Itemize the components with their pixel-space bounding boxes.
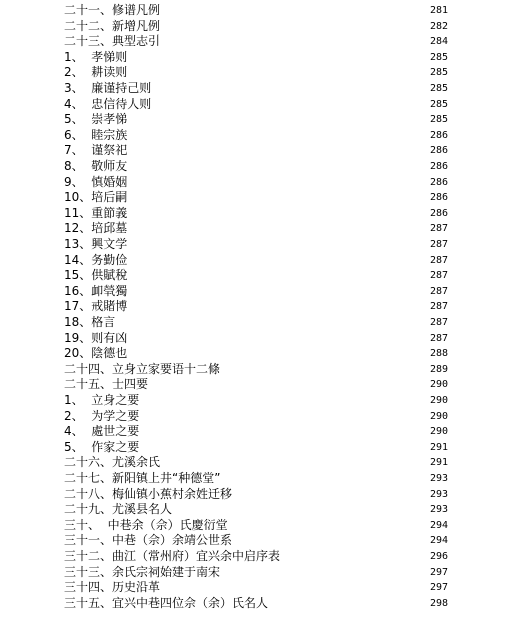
toc-entry-page: 290 — [430, 410, 449, 422]
toc-entry-title: 4、 忠信待人则 — [64, 96, 152, 111]
toc-entry[interactable] — [0, 518, 519, 534]
toc-entry[interactable] — [0, 596, 519, 612]
toc-entry[interactable] — [0, 175, 519, 191]
toc-entry-title: 2、 耕读则 — [64, 65, 128, 80]
toc-entry-title: 3、 廉谨持己则 — [64, 81, 152, 95]
toc-entry[interactable] — [0, 65, 519, 81]
toc-entry-title: 6、 睦宗族 — [64, 127, 128, 142]
toc-entry[interactable] — [0, 159, 519, 175]
toc-entry-page: 297 — [430, 566, 449, 578]
toc-entry[interactable] — [0, 284, 519, 300]
toc-entry-title: 12、培邱墓 — [64, 221, 128, 236]
toc-entry-title: 三十一、中巷（佘）余靖公世系 — [64, 533, 233, 548]
toc-entry-page: 290 — [430, 395, 449, 406]
toc-entry-page: 287 — [430, 285, 449, 297]
toc-entry-page: 293 — [430, 473, 449, 484]
toc-entry-page: 286 — [430, 161, 449, 172]
toc-entry[interactable] — [0, 190, 519, 206]
toc-entry-page: 286 — [430, 176, 449, 188]
toc-entry-title: 二十五、士四要 — [64, 377, 149, 392]
toc-entry[interactable] — [0, 3, 519, 19]
toc-entry-title: 5、 作家之要 — [64, 439, 140, 454]
toc-entry-page: 285 — [430, 51, 449, 63]
toc-entry-title: 二十九、尤溪县名人 — [64, 502, 173, 517]
toc-entry[interactable] — [0, 237, 519, 253]
toc-entry[interactable] — [0, 50, 519, 66]
toc-entry-page: 287 — [430, 332, 449, 344]
toc-entry-title: 二十三、典型志引 — [64, 34, 161, 49]
toc-entry-title: 13、興文学 — [64, 237, 128, 251]
toc-entry-title: 2、 为学之要 — [64, 408, 140, 423]
toc-entry-page: 296 — [430, 551, 449, 562]
toc-entry-page: 284 — [430, 36, 449, 48]
toc-entry[interactable] — [0, 533, 519, 549]
toc-entry-page: 286 — [430, 145, 449, 157]
toc-entry-title: 二十六、尤溪余氏 — [64, 455, 161, 470]
toc-entry-page: 282 — [430, 20, 449, 32]
toc-entry-page: 294 — [430, 535, 449, 547]
toc-entry[interactable] — [0, 487, 519, 503]
toc-entry-page: 285 — [430, 98, 449, 110]
toc-entry-page: 281 — [430, 5, 449, 16]
toc-entry-title: 16、卹煢獨 — [64, 283, 128, 298]
toc-entry[interactable] — [0, 253, 519, 269]
toc-entry-title: 14、务勤俭 — [64, 252, 128, 267]
toc-entry-page: 293 — [430, 504, 449, 516]
toc-entry-page: 285 — [430, 67, 449, 79]
toc-entry[interactable] — [0, 565, 519, 581]
toc-entry-page: 287 — [430, 239, 449, 250]
toc-entry-title: 三十三、余氏宗祠始建于南宋 — [64, 564, 221, 579]
toc-entry-page: 297 — [430, 582, 449, 594]
toc-entry-title: 20、陰德也 — [64, 346, 128, 361]
toc-entry-page: 291 — [430, 457, 449, 469]
toc-entry[interactable] — [0, 346, 519, 362]
toc-entry-title: 二十七、新阳镇上井“种德堂” — [64, 471, 221, 485]
toc-entry[interactable] — [0, 268, 519, 284]
toc-entry[interactable] — [0, 112, 519, 128]
toc-entry[interactable] — [0, 409, 519, 425]
toc-entry-title: 7、 谨祭祀 — [64, 143, 128, 158]
toc-entry[interactable] — [0, 19, 519, 35]
toc-entry-page: 287 — [430, 301, 449, 313]
toc-entry[interactable] — [0, 299, 519, 315]
toc-entry-title: 三十五、宜兴中巷四位佘（余）氏名人 — [64, 595, 269, 610]
toc-entry[interactable] — [0, 471, 519, 487]
toc-entry-title: 10、培后嗣 — [64, 190, 128, 205]
toc-entry-title: 15、供賦稅 — [64, 268, 128, 283]
toc-entry[interactable] — [0, 440, 519, 456]
toc-entry[interactable] — [0, 424, 519, 440]
toc-entry[interactable] — [0, 393, 519, 409]
toc-entry[interactable] — [0, 315, 519, 331]
toc-entry-title: 11、重節義 — [64, 205, 128, 220]
toc-entry-page: 290 — [430, 426, 449, 438]
toc-entry-page: 291 — [430, 441, 449, 453]
toc-entry-title: 二十二、新增凡例 — [64, 18, 161, 33]
toc-entry-page: 287 — [430, 317, 449, 328]
toc-entry[interactable] — [0, 97, 519, 113]
toc-entry-title: 三十四、历史沿革 — [64, 580, 161, 595]
toc-entry[interactable] — [0, 206, 519, 222]
toc-entry-title: 18、格言 — [64, 315, 116, 329]
toc-entry-title: 三十、 中巷余（佘）氏慶衍堂 — [64, 517, 228, 532]
toc-entry-title: 二十一、修谱凡例 — [64, 3, 161, 17]
toc-entry[interactable] — [0, 81, 519, 97]
toc-entry-title: 4、 處世之要 — [64, 424, 140, 439]
toc-entry[interactable] — [0, 580, 519, 596]
toc-entry[interactable] — [0, 549, 519, 565]
toc-entry-page: 298 — [430, 597, 449, 609]
toc-entry-page: 285 — [430, 83, 449, 94]
toc-entry-title: 9、 慎婚姻 — [64, 174, 128, 189]
toc-entry[interactable] — [0, 362, 519, 378]
toc-entry-title: 1、 孝悌则 — [64, 49, 128, 64]
toc-entry[interactable] — [0, 331, 519, 347]
toc-entry-page: 287 — [430, 223, 449, 235]
toc-entry[interactable] — [0, 128, 519, 144]
toc-entry[interactable] — [0, 221, 519, 237]
toc-entry[interactable] — [0, 143, 519, 159]
toc-entry-page: 287 — [430, 270, 449, 282]
toc-entry[interactable] — [0, 455, 519, 471]
toc-entry[interactable] — [0, 34, 519, 50]
toc-entry-page: 287 — [430, 254, 449, 266]
toc-entry-title: 8、 敬师友 — [64, 159, 128, 173]
toc-entry-page: 289 — [430, 363, 449, 375]
toc-entry-page: 288 — [430, 348, 449, 360]
toc-entry-title: 二十四、立身立家要语十二條 — [64, 361, 221, 376]
toc-entry-title: 5、 崇孝悌 — [64, 112, 128, 127]
toc-entry-page: 285 — [430, 114, 449, 126]
toc-entry-page: 286 — [430, 192, 449, 204]
toc-entry-title: 19、则有凶 — [64, 330, 128, 345]
toc-entry[interactable] — [0, 502, 519, 518]
toc-entry-title: 1、 立身之要 — [64, 393, 140, 407]
toc-entry-page: 286 — [430, 129, 449, 141]
toc-entry-page: 294 — [430, 519, 449, 531]
toc-entry-page: 290 — [430, 379, 449, 391]
toc-entry-title: 17、戒賭博 — [64, 299, 128, 314]
toc-entry-page: 293 — [430, 488, 449, 500]
toc-entry-title: 三十二、曲江（常州府）宜兴余中启序表 — [64, 549, 281, 563]
toc-entry-title: 二十八、梅仙镇小蕉村余姓迁移 — [64, 486, 233, 501]
toc-entry-page: 286 — [430, 207, 449, 219]
toc-entry[interactable] — [0, 377, 519, 393]
